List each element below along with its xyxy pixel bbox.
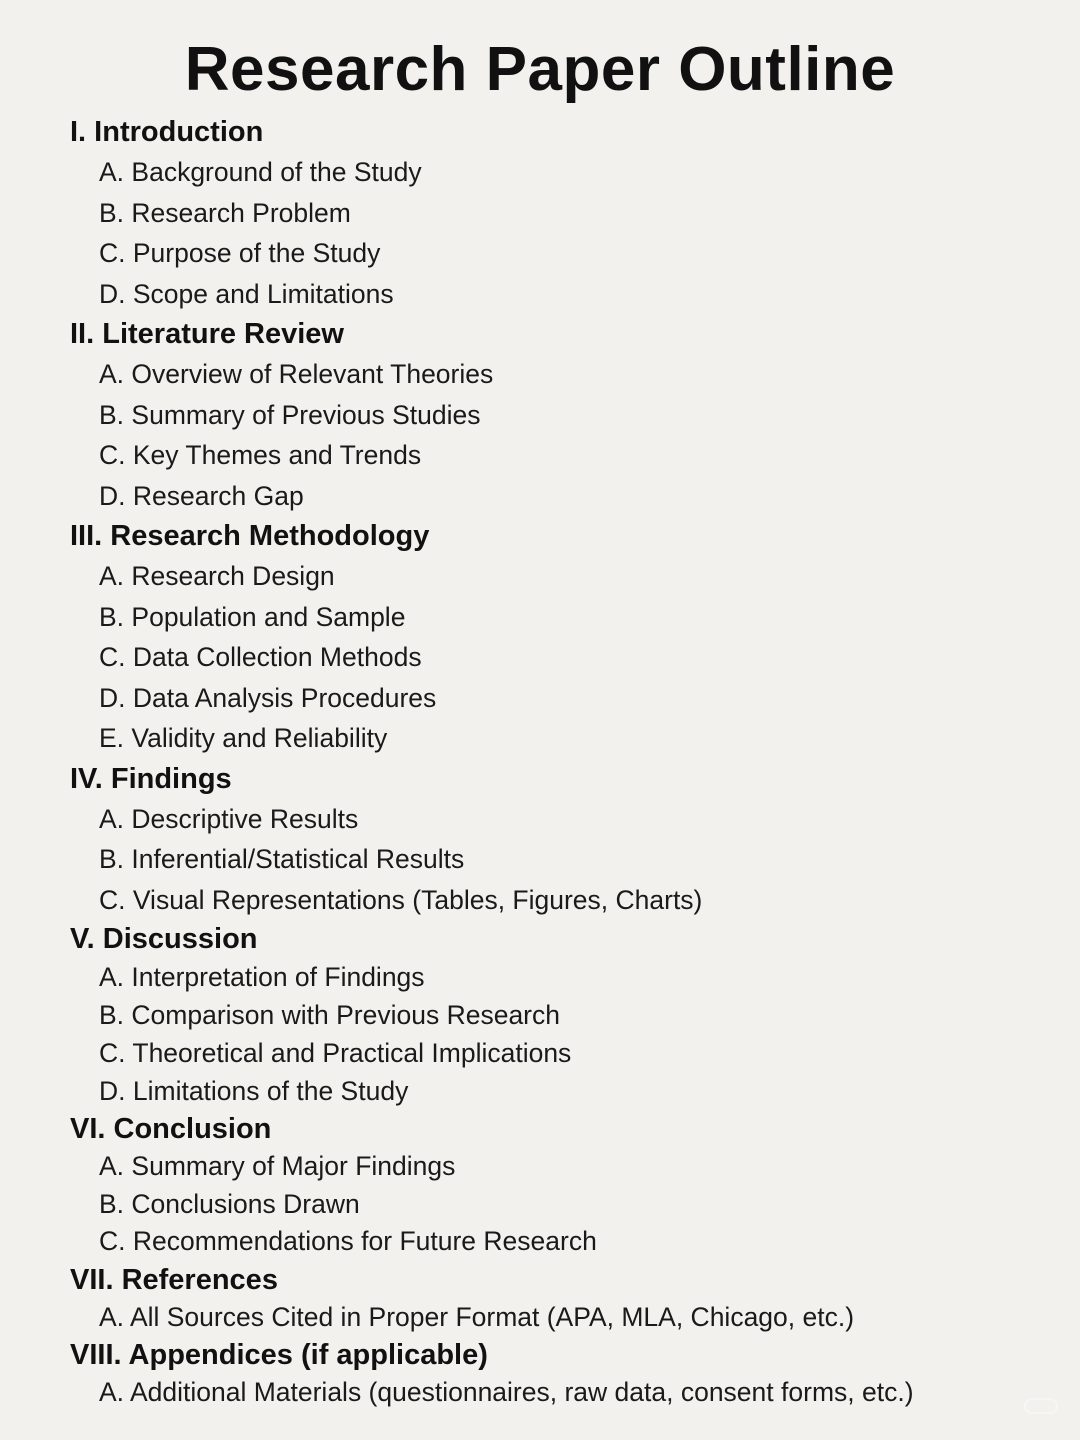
list-item: D. Data Analysis Procedures bbox=[99, 682, 437, 713]
section-conclusion bbox=[70, 1110, 1060, 1261]
list-item: B. Population and Sample bbox=[99, 601, 406, 632]
sub-list bbox=[70, 1299, 1060, 1337]
list-item: A. Interpretation of Findings bbox=[99, 962, 425, 992]
list-item: A. Additional Materials (questionnaires, raw data, consent forms, etc.) bbox=[99, 1377, 914, 1407]
list-item: C. Visual Representations (Tables, Figures, Charts) bbox=[99, 884, 703, 915]
section-literature-review bbox=[70, 314, 1060, 516]
sub-list bbox=[70, 556, 1060, 759]
outline-list bbox=[70, 112, 1060, 1412]
section-research-methodology bbox=[70, 516, 1060, 759]
section-heading: VIII. Appendices (if applicable) bbox=[70, 1339, 488, 1371]
list-item: A. Descriptive Results bbox=[99, 803, 359, 834]
list-item: B. Conclusions Drawn bbox=[99, 1188, 360, 1219]
list-item: D. Scope and Limitations bbox=[99, 278, 394, 309]
sub-list bbox=[70, 152, 1060, 314]
section-appendices bbox=[70, 1336, 1060, 1412]
list-item: B. Research Problem bbox=[99, 197, 351, 228]
list-item: B. Summary of Previous Studies bbox=[99, 399, 481, 430]
list-item: A. Background of the Study bbox=[99, 157, 422, 187]
list-item: C. Key Themes and Trends bbox=[99, 440, 422, 470]
section-heading: I. Introduction bbox=[70, 116, 264, 148]
list-item: A. Overview of Relevant Theories bbox=[99, 359, 494, 389]
list-item: B. Inferential/Statistical Results bbox=[99, 844, 465, 874]
list-item: C. Theoretical and Practical Implications bbox=[99, 1038, 572, 1068]
list-item: E. Validity and Reliability bbox=[99, 723, 388, 753]
list-item: B. Comparison with Previous Research bbox=[99, 1000, 560, 1030]
list-item: A. Research Design bbox=[99, 561, 335, 591]
list-item: A. Summary of Major Findings bbox=[99, 1151, 456, 1181]
watermark-logo-icon bbox=[1024, 1398, 1058, 1414]
list-item: C. Recommendations for Future Research bbox=[99, 1226, 597, 1256]
section-introduction bbox=[70, 112, 1060, 314]
sub-list bbox=[70, 1148, 1060, 1261]
section-heading: VI. Conclusion bbox=[70, 1113, 272, 1145]
section-heading: IV. Findings bbox=[70, 762, 232, 795]
section-findings bbox=[70, 759, 1060, 921]
page-title: Research Paper Outline bbox=[184, 35, 896, 104]
watermark bbox=[1024, 1398, 1058, 1414]
section-heading: VII. References bbox=[70, 1263, 278, 1296]
sub-list bbox=[70, 958, 1060, 1110]
section-heading: III. Research Methodology bbox=[70, 520, 430, 552]
list-item: C. Data Collection Methods bbox=[99, 642, 422, 672]
section-heading: V. Discussion bbox=[70, 923, 258, 955]
list-item: A. All Sources Cited in Proper Format (APA, MLA, Chicago, etc.) bbox=[99, 1301, 855, 1332]
sub-list bbox=[70, 799, 1060, 921]
section-discussion bbox=[70, 920, 1060, 1110]
list-item: D. Limitations of the Study bbox=[99, 1076, 409, 1106]
sub-list bbox=[70, 354, 1060, 516]
sub-list bbox=[70, 1374, 1060, 1412]
section-heading: II. Literature Review bbox=[70, 318, 344, 350]
list-item: D. Research Gap bbox=[99, 480, 304, 511]
section-references bbox=[70, 1261, 1060, 1337]
list-item: C. Purpose of the Study bbox=[99, 238, 381, 268]
